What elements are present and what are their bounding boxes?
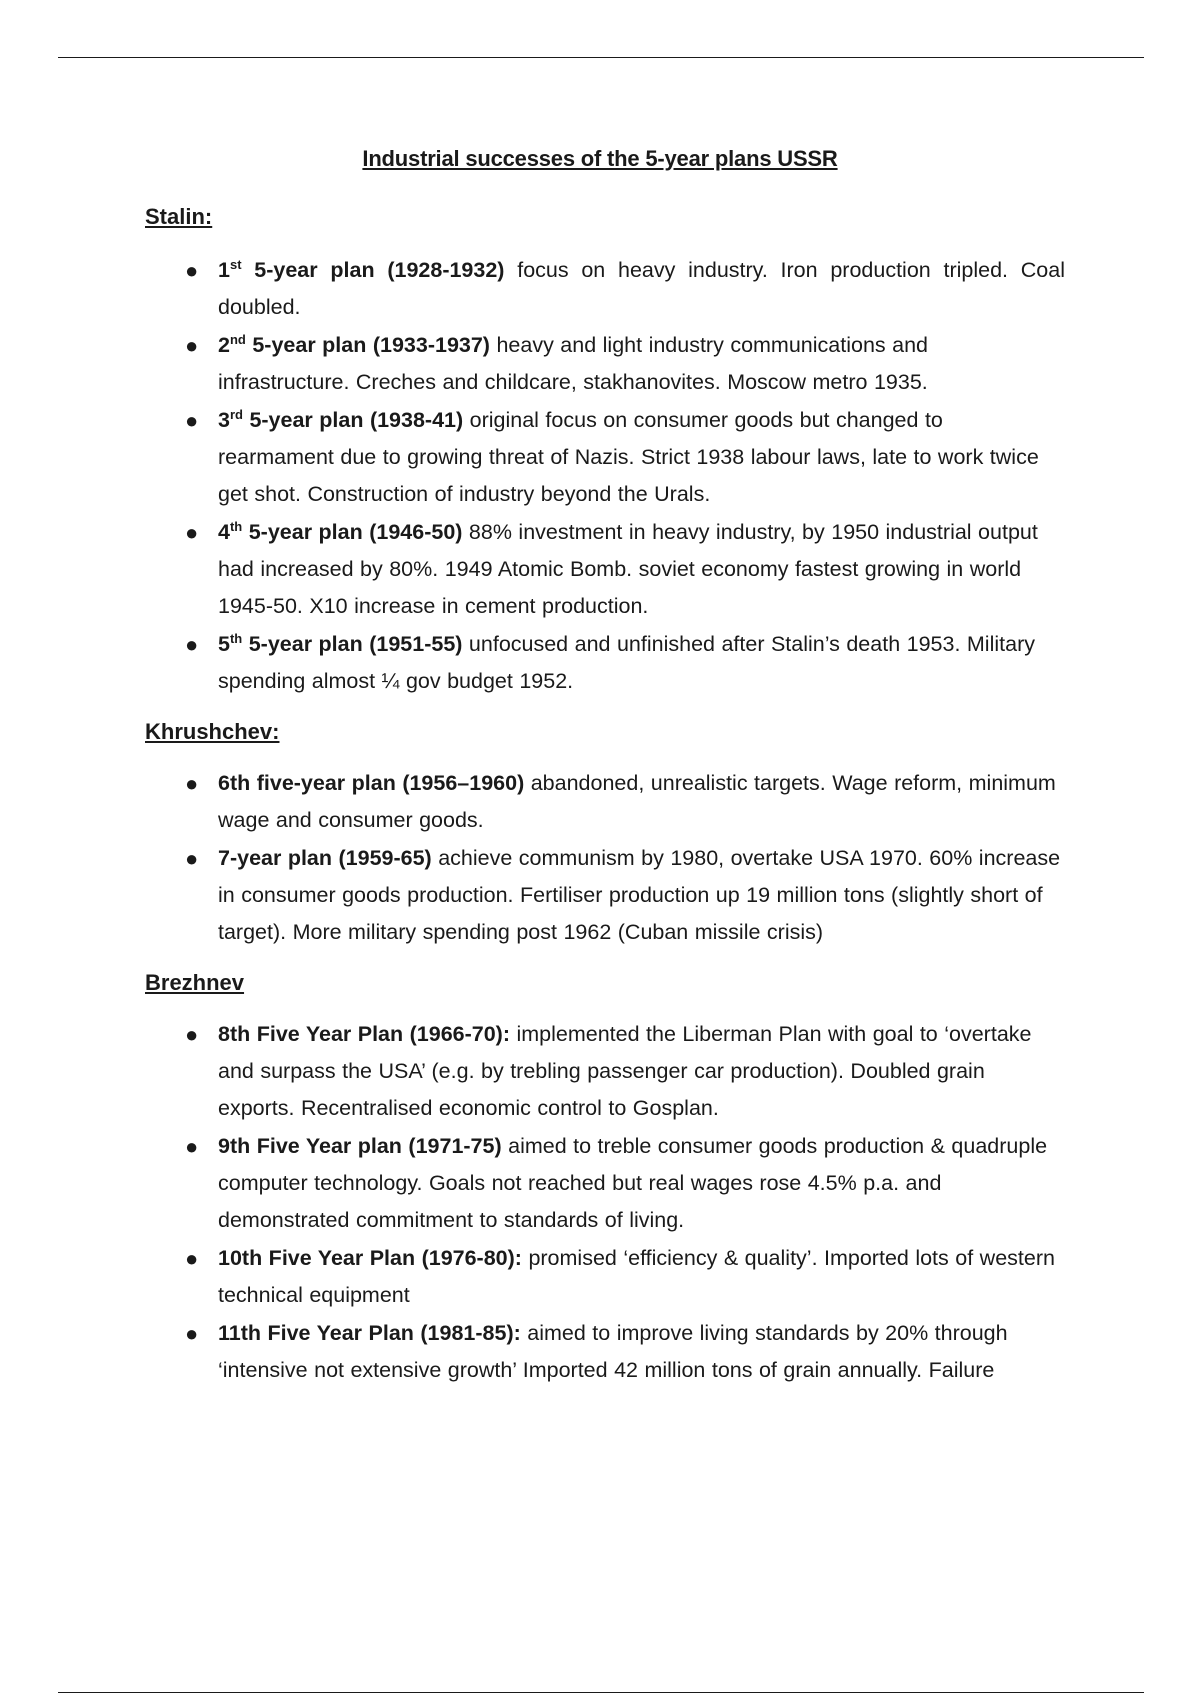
list-item <box>145 840 1065 951</box>
bullet-icon: ● <box>185 1022 199 1047</box>
plan-title: 5-year plan (1933-1937) <box>245 333 490 357</box>
bullet-icon: ● <box>185 846 199 871</box>
plan-ordinal: 3 <box>218 408 230 432</box>
bottom-rule <box>58 1692 1144 1693</box>
plan-ordinal-suffix: th <box>229 518 243 534</box>
list-item <box>145 327 1065 401</box>
bullet-icon: ● <box>185 258 199 283</box>
bullet-icon: ● <box>185 333 199 358</box>
plan-title: 11th Five Year Plan (1981-85): <box>218 1321 521 1345</box>
section-heading-khrushchev: Khrushchev: <box>145 719 280 744</box>
plan-name <box>218 408 463 432</box>
spacer <box>145 749 1065 765</box>
plan-title: 5-year plan (1938-41) <box>242 408 464 432</box>
plan-description: heavy and light industry communications and infrastructure. Creches and childcare, stakhanovites. Moscow metro 1935. <box>218 333 929 394</box>
spacer <box>145 1000 1065 1016</box>
plan-name <box>218 520 462 544</box>
plan-description: promised ‘efficiency & quality’. Imported lots of western technical equipment <box>218 1246 1055 1307</box>
plan-name <box>218 258 504 282</box>
plan-title: 5-year plan (1946-50) <box>242 520 463 544</box>
document-body <box>145 200 1065 1390</box>
plan-ordinal: 1 <box>218 258 230 282</box>
plan-list-brezhnev <box>145 1016 1065 1389</box>
plan-ordinal-suffix: rd <box>229 406 243 422</box>
plan-ordinal: 2 <box>218 333 230 357</box>
list-item <box>145 402 1065 513</box>
plan-name <box>218 333 490 357</box>
plan-title: 9th Five Year plan (1971-75) <box>218 1134 502 1158</box>
plan-title: 6th five-year plan (1956–1960) <box>218 771 525 795</box>
plan-title: 5-year plan (1951-55) <box>242 632 463 656</box>
plan-description: abandoned, unrealistic targets. Wage reform, minimum wage and consumer goods. <box>218 771 1056 832</box>
plan-description: focus on heavy industry. Iron production tripled. Coal doubled. <box>218 258 1065 319</box>
plan-ordinal-suffix: nd <box>229 331 246 347</box>
plan-description: achieve communism by 1980, overtake USA 1970. 60% increase in consumer goods production. Fertiliser production up 19 million tons (slightly short of target). More military spending post 1962 (Cuban missile crisis) <box>218 846 1061 944</box>
bullet-icon: ● <box>185 632 199 657</box>
plan-description: aimed to treble consumer goods production & quadruple computer technology. Goals not reached but real wages rose 4.5% p.a. and demonstrated commitment to standards of living. <box>218 1134 1048 1232</box>
list-item <box>145 1016 1065 1127</box>
plan-ordinal: 5 <box>218 632 230 656</box>
plan-ordinal-suffix: st <box>229 256 242 272</box>
bullet-icon: ● <box>185 520 199 545</box>
bullet-icon: ● <box>185 408 199 433</box>
list-item <box>145 765 1065 839</box>
bullet-icon: ● <box>185 771 199 796</box>
bullet-icon: ● <box>185 1246 199 1271</box>
plan-description: unfocused and unfinished after Stalin’s death 1953. Military spending almost ¼ gov budget 1952. <box>218 632 1035 693</box>
plan-description: implemented the Liberman Plan with goal to ‘overtake and surpass the USA’ (e.g. by trebling passenger car production). Doubled grain exports. Recentralised economic control to Gosplan. <box>218 1022 1032 1120</box>
bullet-icon: ● <box>185 1134 199 1159</box>
page-title: Industrial successes of the 5-year plans USSR <box>362 146 838 171</box>
plan-title: 8th Five Year Plan (1966-70): <box>218 1022 510 1046</box>
spacer <box>145 701 1065 715</box>
top-rule <box>58 57 1144 58</box>
plan-list-stalin <box>145 252 1065 700</box>
spacer <box>145 952 1065 966</box>
list-item <box>145 1240 1065 1314</box>
plan-description: 88% investment in heavy industry, by 1950 industrial output had increased by 80%. 1949 Atomic Bomb. soviet economy fastest growing in world 1945-50. X10 increase in cement production. <box>218 520 1038 618</box>
plan-name <box>218 632 462 656</box>
bullet-icon: ● <box>185 1321 199 1346</box>
section-heading-stalin: Stalin: <box>145 204 213 229</box>
list-item <box>145 252 1065 326</box>
plan-description: original focus on consumer goods but changed to rearmament due to growing threat of Nazis. Strict 1938 labour laws, late to work twice get shot. Construction of industry beyond the Urals. <box>218 408 1039 506</box>
section-heading-brezhnev: Brezhnev <box>145 970 245 995</box>
list-item <box>145 626 1065 700</box>
plan-title: 5-year plan (1928-1932) <box>241 258 505 282</box>
list-item <box>145 514 1065 625</box>
plan-title: 7-year plan (1959-65) <box>218 846 432 870</box>
plan-ordinal: 4 <box>218 520 230 544</box>
plan-list-khrushchev <box>145 765 1065 951</box>
plan-title: 10th Five Year Plan (1976-80): <box>218 1246 522 1270</box>
plan-description: aimed to improve living standards by 20% through ‘intensive not extensive growth’ Imported 42 million tons of grain annually. Failure <box>218 1321 1008 1382</box>
list-item <box>145 1315 1065 1389</box>
list-item <box>145 1128 1065 1239</box>
plan-ordinal-suffix: th <box>229 630 243 646</box>
